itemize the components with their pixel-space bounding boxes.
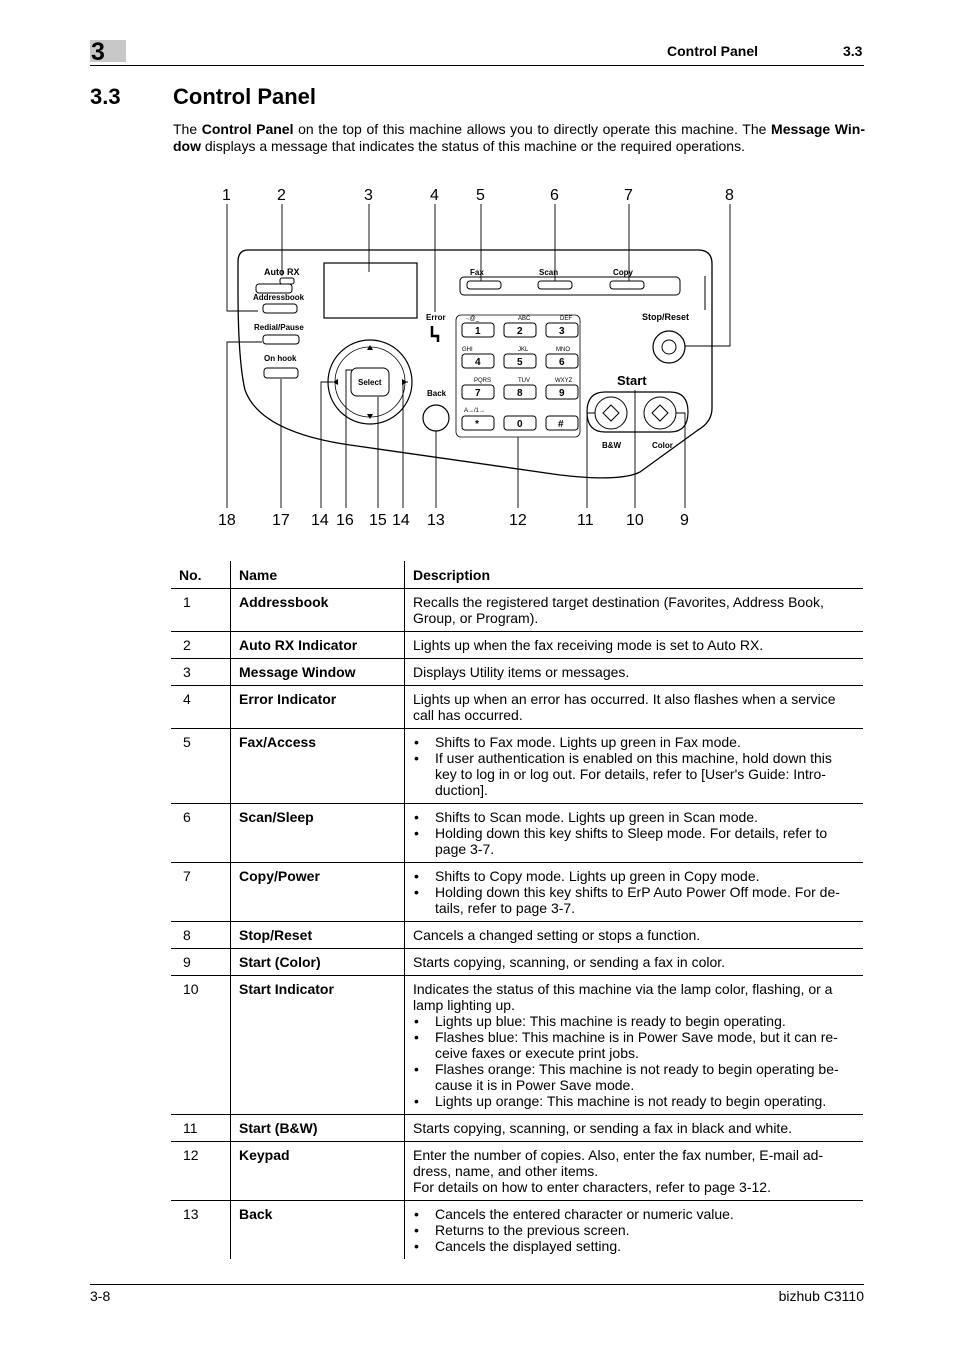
start-color-button <box>644 397 676 429</box>
table-row: 8 Stop/Reset Cancels a changed setting or stops a function. <box>171 922 863 949</box>
running-header-title: Control Panel <box>666 43 758 59</box>
callouts-bottom <box>218 512 689 529</box>
svg-text:1: 1 <box>222 187 231 204</box>
svg-text:GHI: GHI <box>462 347 473 353</box>
svg-text:8: 8 <box>725 187 734 204</box>
back-button <box>423 405 449 431</box>
scan-key <box>538 281 572 289</box>
label-start: Start <box>617 373 647 388</box>
svg-text:14: 14 <box>311 512 329 529</box>
table-row: 11 Start (B&W) Starts copying, scanning, or sending a fax in black and white. <box>171 1115 863 1142</box>
table-row: 10 Start Indicator Indicates the status of this machine via the lamp color, flashing, or a lamp lighting up. • Lights up blue: This machine is ready to begin operating. • Flashes blue: This machine is in Power Save mode, but it can re-ceive faxes or execute print jobs. • Flashes orange: This machine is not ready to begin operating be-cause it is in Power Save mode. • Lights up orange: This machine is not ready to begin operating. <box>171 976 863 1115</box>
svg-text:6: 6 <box>550 187 559 204</box>
label-color: Color <box>652 441 673 450</box>
svg-text:17: 17 <box>272 512 290 529</box>
svg-text:18: 18 <box>218 512 236 529</box>
svg-text:7: 7 <box>624 187 633 204</box>
svg-text:5: 5 <box>476 187 485 204</box>
svg-text:16: 16 <box>336 512 354 529</box>
auto-rx-indicator <box>280 278 294 284</box>
svg-text:9: 9 <box>680 512 689 529</box>
table-row: 1 Addressbook Recalls the registered target destination (Favorites, Address Book, Group, or Program). <box>171 589 863 632</box>
label-auto-rx: Auto RX <box>264 267 300 277</box>
fax-key <box>467 281 501 289</box>
table-row: 4 Error Indicator Lights up when an error has occurred. It also flashes when a service call has occurred. <box>171 686 863 729</box>
addressbook-button <box>256 284 292 293</box>
chapter-number: 3 <box>91 38 105 66</box>
label-bw: B&W <box>602 441 622 450</box>
svg-text:1: 1 <box>475 326 481 337</box>
svg-text:A→/1→: A→/1→ <box>464 408 486 414</box>
svg-text:*: * <box>475 419 479 430</box>
callouts-top <box>222 187 734 204</box>
table-row: 3 Message Window Displays Utility items or messages. <box>171 659 863 686</box>
svg-text:15: 15 <box>369 512 387 529</box>
page-number: 3-8 <box>90 1288 111 1304</box>
label-scan: Scan <box>539 268 559 277</box>
term-control-panel: Control Panel <box>201 121 294 137</box>
svg-text:3: 3 <box>364 187 373 204</box>
control-panel-diagram <box>200 180 760 540</box>
message-window <box>324 263 417 318</box>
onhook-button <box>264 368 298 378</box>
svg-text:2: 2 <box>517 326 523 337</box>
svg-text:WXYZ: WXYZ <box>555 378 573 384</box>
svg-text:#: # <box>558 419 564 430</box>
svg-text:JKL: JKL <box>518 347 529 353</box>
svg-text:7: 7 <box>475 388 481 399</box>
label-onhook: On hook <box>264 354 297 363</box>
svg-text:10: 10 <box>626 512 644 529</box>
svg-text:TUV: TUV <box>518 378 530 384</box>
table-header-row: No. Name Description <box>171 561 863 589</box>
footer-rule <box>90 1284 864 1285</box>
header-rule <box>90 65 864 66</box>
svg-text:8: 8 <box>517 388 523 399</box>
svg-text:4: 4 <box>475 357 481 368</box>
intro-paragraph: The Control Panel on the top of this machine allows you to directly operate this machine. The Message Win-dow displays a message that indicates the status of this machine or the required operations. <box>173 121 866 154</box>
svg-text:14: 14 <box>392 512 410 529</box>
label-copy: Copy <box>613 268 633 277</box>
svg-text:5: 5 <box>517 357 523 368</box>
svg-text:DEF: DEF <box>560 316 572 322</box>
label-fax: Fax <box>470 268 484 277</box>
section-title: Control Panel <box>173 84 317 109</box>
svg-text:11: 11 <box>577 512 594 529</box>
svg-text:MNO: MNO <box>556 347 570 353</box>
table-row: 9 Start (Color) Starts copying, scanning, or sending a fax in color. <box>171 949 863 976</box>
control-panel-table <box>171 561 863 1259</box>
table-row: 2 Auto RX Indicator Lights up when the fax receiving mode is set to Auto RX. <box>171 632 863 659</box>
label-redial: Redial/Pause <box>254 323 304 332</box>
svg-text:4: 4 <box>430 187 439 204</box>
table-row: 13 Back • Cancels the entered character or numeric value. • Returns to the previous screen. • Cancels the displayed setting. <box>171 1201 863 1260</box>
label-back: Back <box>427 389 447 398</box>
running-header-section: 3.3 <box>843 43 863 59</box>
table-row: 6 Scan/Sleep • Shifts to Scan mode. Lights up green in Scan mode. • Holding down this key shifts to Sleep mode. For details, refer to page 3-7. <box>171 804 863 863</box>
term-message-window: Message Win-dow <box>173 121 866 154</box>
stop-reset-button <box>653 331 685 363</box>
svg-text:0: 0 <box>517 419 523 430</box>
mode-key-bar <box>460 277 680 295</box>
svg-text:12: 12 <box>509 512 527 529</box>
product-name: bizhub C3110 <box>778 1288 864 1304</box>
section-number: 3.3 <box>90 84 121 109</box>
start-bw-button <box>595 397 627 429</box>
table-row: 5 Fax/Access • Shifts to Fax mode. Lights up green in Fax mode. • If user authentication is enabled on this machine, hold down this key to log in or log out. For details, refer to [User's Guide: Intro-duction]. <box>171 729 863 804</box>
table-row: 7 Copy/Power • Shifts to Copy mode. Lights up green in Copy mode. • Holding down this key shifts to ErP Auto Power Off mode. For de-tails, refer to page 3-7. <box>171 863 863 922</box>
copy-key <box>610 281 644 289</box>
svg-text:13: 13 <box>427 512 445 529</box>
svg-text:6: 6 <box>559 357 565 368</box>
label-select: Select <box>358 378 382 387</box>
svg-text:ABC: ABC <box>518 316 531 322</box>
table-row: 12 Keypad Enter the number of copies. Also, enter the fax number, E-mail ad-dress, name, and other items. For details on how to enter characters, refer to page 3-12. <box>171 1142 863 1201</box>
label-addressbook: Addressbook <box>253 293 305 302</box>
svg-text:3: 3 <box>559 326 565 337</box>
svg-text:9: 9 <box>559 388 565 399</box>
label-error: Error <box>426 313 446 322</box>
error-indicator <box>432 326 438 342</box>
svg-text:2: 2 <box>277 187 286 204</box>
label-stop-reset: Stop/Reset <box>642 312 690 322</box>
svg-text:-.@_: -.@_ <box>466 316 480 322</box>
svg-text:PQRS: PQRS <box>474 378 492 384</box>
